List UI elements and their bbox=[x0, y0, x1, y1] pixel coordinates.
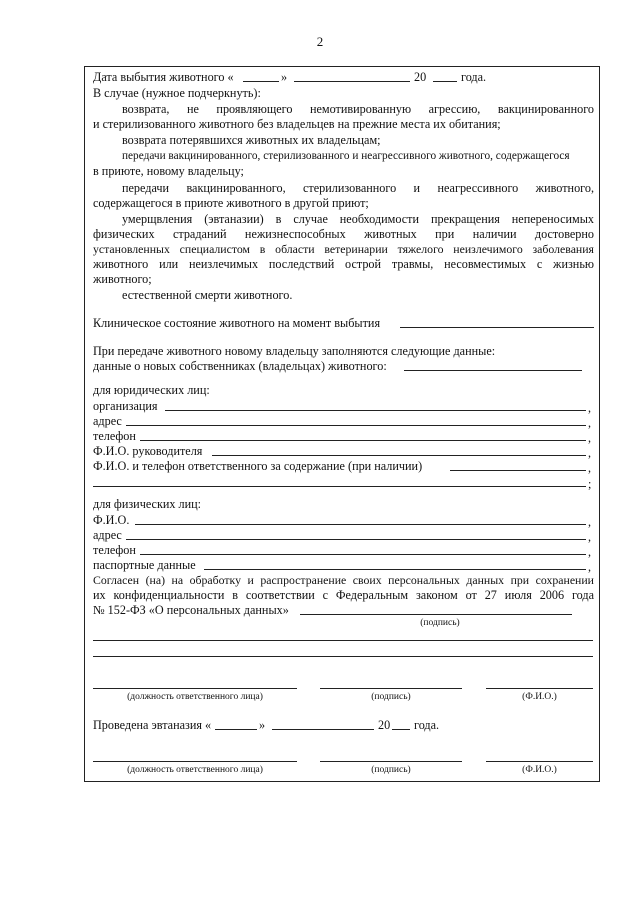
signature-field-2[interactable] bbox=[320, 761, 462, 762]
name-caption-1: (Ф.И.О.) bbox=[522, 692, 557, 702]
signature-caption-1: (подпись) bbox=[371, 692, 411, 702]
position-caption-1: (должность ответственного лица) bbox=[127, 692, 263, 702]
legal-responsible-field-line2[interactable] bbox=[93, 486, 586, 487]
legal-address-label: адрес bbox=[93, 414, 122, 428]
case-option-return-l2: и стерилизованного животного без владельцев на прежние места их обитания; bbox=[93, 117, 501, 131]
legal-org-field[interactable] bbox=[165, 410, 586, 411]
case-title: В случае (нужное подчеркнуть): bbox=[93, 86, 261, 100]
name-field-1[interactable] bbox=[486, 688, 593, 689]
case-option-euthanasia-l4: животного или неизлечимых последствий острой травмы, несовместимых с жизнью bbox=[93, 257, 594, 271]
signature-field-1[interactable] bbox=[320, 688, 462, 689]
legal-head-comma: , bbox=[588, 446, 592, 460]
euthanasia-day-field[interactable] bbox=[215, 729, 257, 730]
date-year-suffix: года. bbox=[461, 70, 487, 84]
case-option-return-l1: возврата, не проявляющего немотивированную агрессию, вакцинированного bbox=[122, 102, 594, 116]
physical-passport-label: паспортные данные bbox=[93, 558, 196, 572]
new-owners-label: данные о новых собственниках (владельцах) животного: bbox=[93, 359, 387, 373]
euthanasia-quote-close: » bbox=[259, 718, 266, 732]
consent-signature-field[interactable] bbox=[300, 614, 572, 615]
legal-address-comma: , bbox=[588, 416, 592, 430]
euthanasia-label: Проведена эвтаназия « bbox=[93, 718, 212, 732]
physical-passport-comma: , bbox=[588, 560, 592, 574]
legal-phone-field[interactable] bbox=[140, 440, 586, 441]
legal-head-label: Ф.И.О. руководителя bbox=[93, 444, 203, 458]
physical-name-comma: , bbox=[588, 515, 592, 529]
case-option-euthanasia-l3: установленных специалистом в области ветеринарии тяжелого неизлечимого заболевания bbox=[93, 242, 594, 256]
blank-line-2[interactable] bbox=[93, 656, 593, 657]
date-year-prefix: 20 bbox=[414, 70, 427, 84]
position-field-1[interactable] bbox=[93, 688, 297, 689]
blank-line-1[interactable] bbox=[93, 640, 593, 641]
case-option-new-owner-l2: в приюте, новому владельцу; bbox=[93, 164, 244, 178]
new-owners-field[interactable] bbox=[404, 370, 582, 371]
legal-phone-label: телефон bbox=[93, 429, 136, 443]
euthanasia-month-field[interactable] bbox=[272, 729, 374, 730]
case-option-euthanasia-l5: животного; bbox=[93, 272, 152, 286]
legal-responsible-label: Ф.И.О. и телефон ответственного за содержание (при наличии) bbox=[93, 459, 423, 473]
name-caption-2: (Ф.И.О.) bbox=[522, 765, 557, 775]
position-field-2[interactable] bbox=[93, 761, 297, 762]
euthanasia-year-suffix: года. bbox=[414, 718, 440, 732]
physical-persons-title: для физических лиц: bbox=[93, 497, 202, 511]
case-option-shelter-l1: передачи вакцинированного, стерилизованного и неагрессивного животного, bbox=[122, 181, 594, 195]
legal-responsible-semicolon: ; bbox=[588, 477, 592, 491]
clinical-state-label: Клиническое состояние животного на момент выбытия bbox=[93, 316, 381, 330]
case-option-euthanasia-l2: физических страданий нежизнеспособных животных при наличии достоверно bbox=[93, 227, 594, 241]
consent-text-l1: Согласен (на) на обработку и распространение своих персональных данных при сохранении bbox=[93, 573, 594, 587]
clinical-state-field[interactable] bbox=[400, 327, 594, 328]
physical-phone-field[interactable] bbox=[140, 554, 586, 555]
consent-signature-caption: (подпись) bbox=[420, 618, 460, 628]
date-month-field[interactable] bbox=[294, 81, 410, 82]
date-day-field[interactable] bbox=[243, 81, 279, 82]
legal-phone-comma: , bbox=[588, 431, 592, 445]
physical-address-label: адрес bbox=[93, 528, 122, 542]
legal-address-field[interactable] bbox=[126, 425, 586, 426]
legal-entities-title: для юридических лиц: bbox=[93, 383, 210, 397]
legal-responsible-field[interactable] bbox=[450, 470, 586, 471]
physical-name-field[interactable] bbox=[135, 524, 586, 525]
date-year-field[interactable] bbox=[433, 81, 457, 82]
case-option-natural-death: естественной смерти животного. bbox=[122, 288, 293, 302]
physical-address-comma: , bbox=[588, 530, 592, 544]
legal-org-comma: , bbox=[588, 401, 592, 415]
date-quote-close: » bbox=[281, 70, 288, 84]
case-option-shelter-l2: содержащегося в приюте животного в другой приют; bbox=[93, 196, 369, 210]
physical-phone-label: телефон bbox=[93, 543, 136, 557]
consent-text-l2: их конфиденциальности в соответствии с Федеральным законом от 27 июля 2006 года bbox=[93, 588, 594, 602]
transfer-intro: При передаче животного новому владельцу заполняются следующие данные: bbox=[93, 344, 496, 358]
position-caption-2: (должность ответственного лица) bbox=[127, 765, 263, 775]
physical-passport-field[interactable] bbox=[204, 569, 586, 570]
case-option-euthanasia-l1: умерщвления (эвтаназии) в случае необходимости прекращения непереносимых bbox=[122, 212, 594, 226]
physical-name-label: Ф.И.О. bbox=[93, 513, 130, 527]
name-field-2[interactable] bbox=[486, 761, 593, 762]
signature-caption-2: (подпись) bbox=[371, 765, 411, 775]
euthanasia-year-field[interactable] bbox=[392, 729, 410, 730]
legal-org-label: организация bbox=[93, 399, 158, 413]
legal-head-field[interactable] bbox=[212, 455, 586, 456]
consent-text-l3: № 152-ФЗ «О персональных данных» bbox=[93, 603, 289, 617]
physical-phone-comma: , bbox=[588, 545, 592, 559]
physical-address-field[interactable] bbox=[126, 539, 586, 540]
euthanasia-year-prefix: 20 bbox=[378, 718, 391, 732]
case-option-new-owner-l1: передачи вакцинированного, стерилизованного и неагрессивного животного, содержащегося bbox=[122, 150, 570, 162]
date-exit-label: Дата выбытия животного « bbox=[93, 70, 234, 84]
legal-responsible-comma: , bbox=[588, 461, 592, 475]
case-option-lost: возврата потерявшихся животных их владельцам; bbox=[122, 133, 381, 147]
page-number: 2 bbox=[316, 34, 324, 49]
